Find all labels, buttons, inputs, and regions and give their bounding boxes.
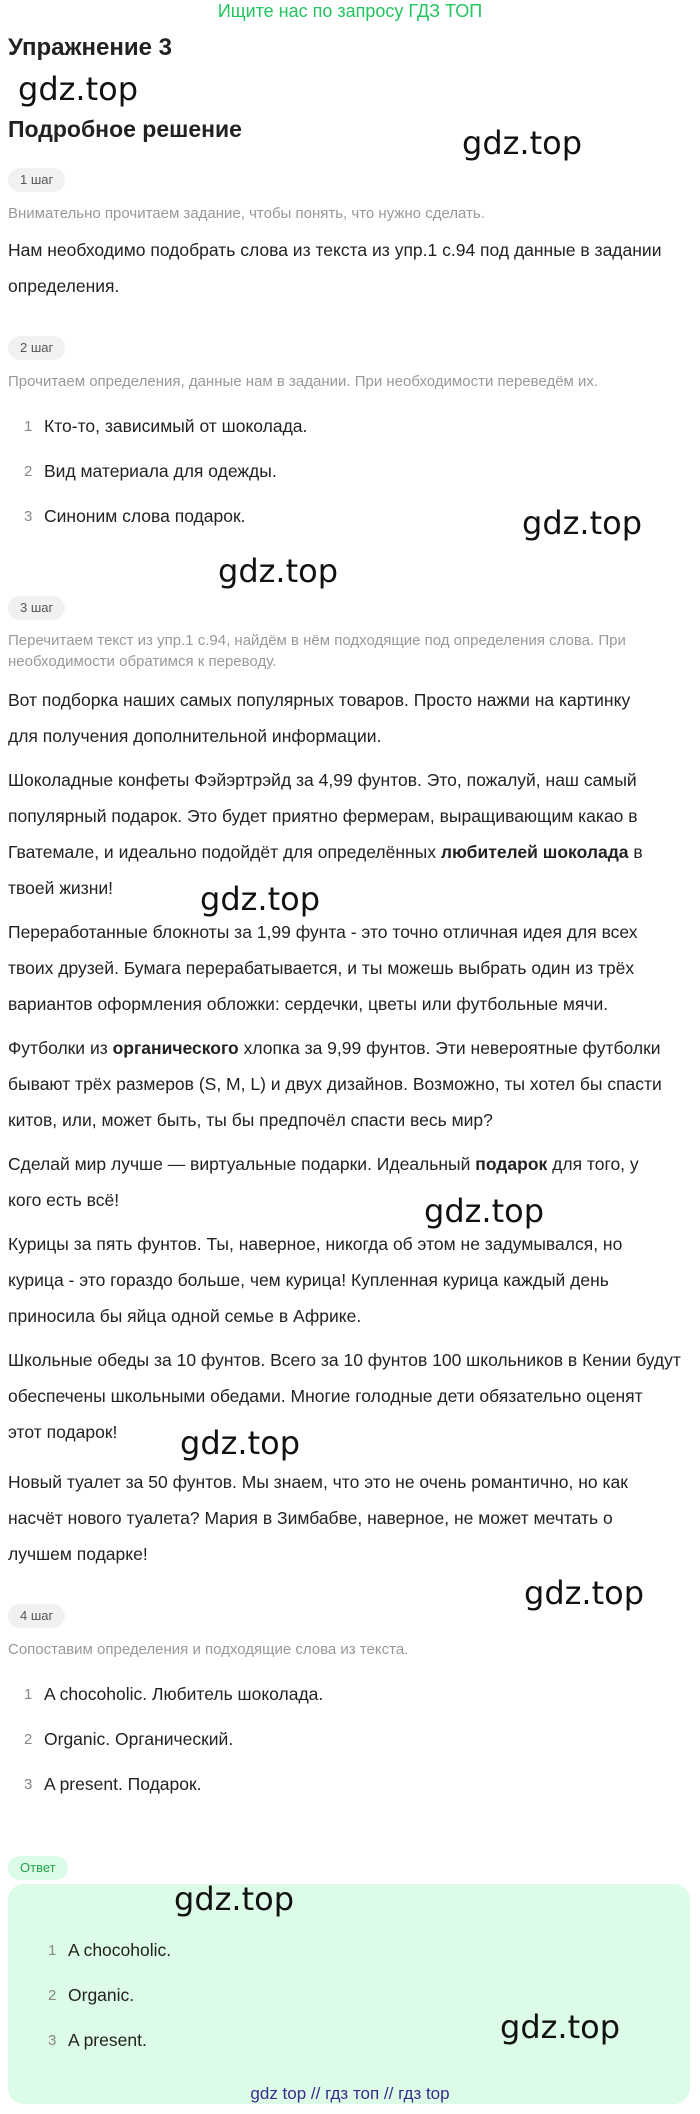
watermark: gdz.top xyxy=(174,1880,295,1918)
list-number: 3 xyxy=(24,508,33,525)
page-title: Упражнение 3 xyxy=(8,34,172,61)
step-hint: Сопоставим определения и подходящие слова из текста. xyxy=(8,1641,409,1658)
answer-number: 3 xyxy=(48,2032,57,2049)
list-item: A chocoholic. Любитель шоколада. xyxy=(44,1684,324,1704)
footer-links[interactable]: gdz top // гдз топ // гдз top xyxy=(250,2084,450,2103)
paragraph-line: твоей жизни! xyxy=(8,878,114,898)
paragraph-line: Курицы за пять фунтов. Ты, наверное, никогда об этом не задумывался, но xyxy=(8,1234,623,1254)
paragraph-line: твоих друзей. Бумага перерабатывается, и ты можешь выбрать один из трёх xyxy=(8,958,635,978)
list-number: 2 xyxy=(24,463,33,480)
answer-item: A chocoholic. xyxy=(68,1940,172,1960)
watermark: gdz.top xyxy=(218,552,339,590)
list-number: 3 xyxy=(24,1776,33,1793)
answer-number: 2 xyxy=(48,1987,57,2004)
paragraph-line: китов, или, может быть, ты бы предпочёл спасти весь мир? xyxy=(8,1110,493,1130)
highlight-word: любителей шоколада xyxy=(440,842,629,862)
step-hint: Внимательно прочитаем задание, чтобы понять, что нужно сделать. xyxy=(8,205,485,222)
paragraph-line: бывают трёх размеров (S, M, L) и двух дизайнов. Возможно, ты хотел бы спасти xyxy=(8,1074,662,1094)
answer-badge: Ответ xyxy=(8,1856,68,1880)
step-hint: необходимости обратимся к переводу. xyxy=(8,653,277,670)
list-item: A present. Подарок. xyxy=(44,1774,202,1794)
watermark: gdz.top xyxy=(424,1192,545,1230)
list-item: Кто-то, зависимый от шоколада. xyxy=(44,416,308,436)
watermark: gdz.top xyxy=(462,124,583,162)
paragraph-line: вариантов оформления обложки: сердечки, цветы или футбольные мячи. xyxy=(8,994,609,1014)
paragraph-line: курица - это гораздо больше, чем курица! Купленная курица каждый день xyxy=(8,1270,609,1290)
step-badge-1: 1 шаг xyxy=(8,168,65,192)
paragraph-line: Сделай мир лучше — виртуальные подарки. Идеальный подарок для того, у xyxy=(8,1154,639,1174)
watermark: gdz.top xyxy=(500,2008,621,2046)
paragraph-line: этот подарок! xyxy=(8,1422,118,1442)
watermark: gdz.top xyxy=(524,1574,645,1612)
watermark: gdz.top xyxy=(522,504,643,542)
step-badge-4: 4 шаг xyxy=(8,1604,65,1628)
paragraph-line: Вот подборка наших самых популярных товаров. Просто нажми на картинку xyxy=(8,690,631,710)
step-hint: Перечитаем текст из упр.1 с.94, найдём в нём подходящие под определения слова. При xyxy=(8,632,626,649)
list-number: 2 xyxy=(24,1731,33,1748)
step-badge-2: 2 шаг xyxy=(8,336,65,360)
watermark: gdz.top xyxy=(180,1424,301,1462)
paragraph-line: Переработанные блокноты за 1,99 фунта - это точно отличная идея для всех xyxy=(8,922,638,942)
list-item: Синоним слова подарок. xyxy=(44,506,246,526)
answer-item: Organic. xyxy=(68,1985,135,2005)
section-title: Подробное решение xyxy=(8,116,242,142)
paragraph-line: Гватемале, и идеально подойдёт для определённых любителей шоколада в xyxy=(8,842,643,862)
list-item: Organic. Органический. xyxy=(44,1729,234,1749)
step-text: Нам необходимо подобрать слова из текста из упр.1 с.94 под данные в задании xyxy=(8,240,662,260)
watermark: gdz.top xyxy=(200,880,321,918)
paragraph-line: Новый туалет за 50 фунтов. Мы знаем, что это не очень романтично, но как xyxy=(8,1472,628,1492)
answer-item: A present. xyxy=(68,2030,147,2050)
step-text: определения. xyxy=(8,276,120,296)
highlight-word: органического xyxy=(112,1038,239,1058)
step-badge-3: 3 шаг xyxy=(8,596,65,620)
paragraph-line: Школьные обеды за 10 фунтов. Всего за 10 фунтов 100 школьников в Кении будут xyxy=(8,1350,681,1370)
paragraph-line: насчёт нового туалета? Мария в Зимбабве, наверное, не может мечтать о xyxy=(8,1508,613,1528)
highlight-word: подарок xyxy=(475,1154,548,1174)
watermark: gdz.top xyxy=(18,70,139,108)
paragraph-line: популярный подарок. Это будет приятно фермерам, выращивающим какао в xyxy=(8,806,638,826)
list-number: 1 xyxy=(24,1686,33,1703)
paragraph-line: Футболки из органического хлопка за 9,99 фунтов. Эти невероятные футболки xyxy=(8,1038,661,1058)
step-hint: Прочитаем определения, данные нам в задании. При необходимости переведём их. xyxy=(8,373,599,390)
paragraph-line: лучшем подарке! xyxy=(8,1544,148,1564)
paragraph-line: приносила бы яйца одной семье в Африке. xyxy=(8,1306,362,1326)
paragraph-line: Шоколадные конфеты Фэйэртрэйд за 4,99 фунтов. Это, пожалуй, наш самый xyxy=(8,770,637,790)
list-item: Вид материала для одежды. xyxy=(44,461,277,481)
answer-number: 1 xyxy=(48,1942,57,1959)
paragraph-line: обеспечены школьными обедами. Многие голодные дети обязательно оценят xyxy=(8,1386,643,1406)
paragraph-line: для получения дополнительной информации. xyxy=(8,726,382,746)
list-number: 1 xyxy=(24,418,33,435)
paragraph-line: кого есть всё! xyxy=(8,1190,120,1210)
search-banner[interactable]: Ищите нас по запросу ГДЗ ТОП xyxy=(217,1,483,21)
